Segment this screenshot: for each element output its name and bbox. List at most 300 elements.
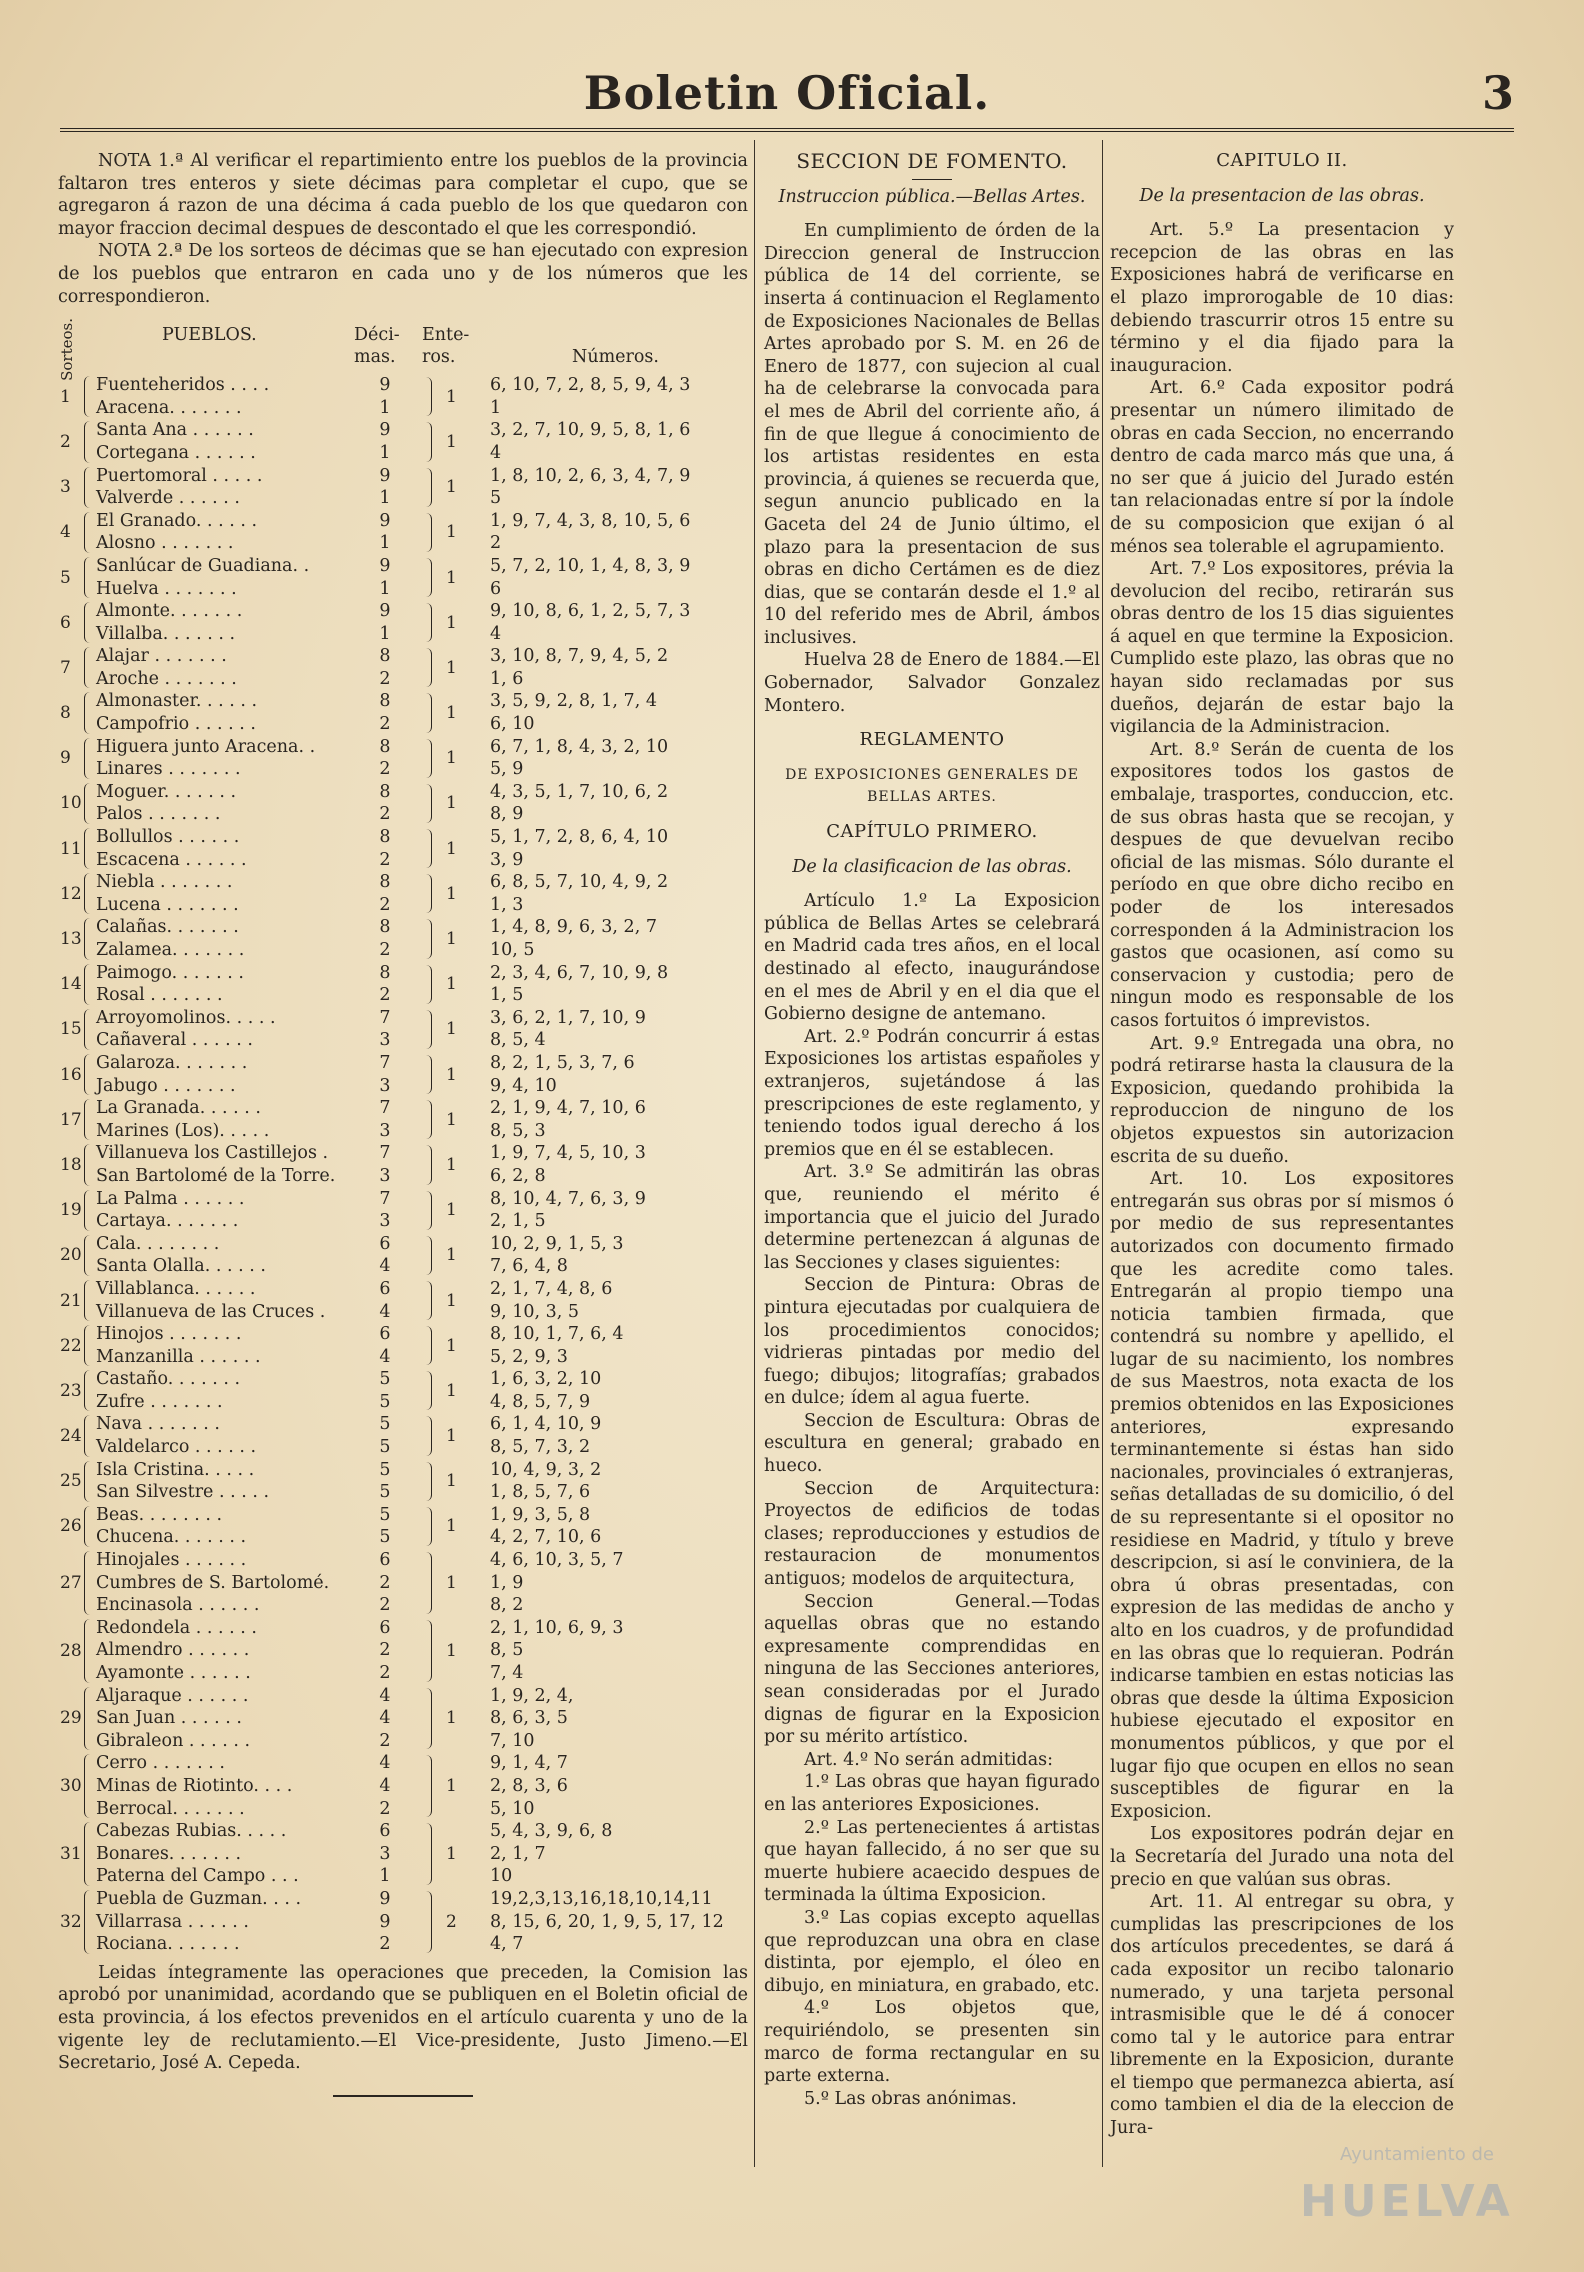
sorteo-number: 2 — [60, 431, 71, 452]
article-10-note: Los expositores podrán dejar en la Secretaría del Jurado una nota del precio en que valúan sus obras. — [1110, 1824, 1454, 1890]
table-row — [58, 1368, 748, 1391]
decimas-value: 7 — [379, 1098, 391, 1119]
sorteo-number: 11 — [60, 838, 82, 859]
decimas-value: 5 — [379, 1369, 391, 1390]
chapter-2-subtitle: De la presentacion de las obras. — [1139, 185, 1425, 206]
pueblo-name: Cañaveral . . . . . . — [96, 1030, 253, 1051]
sorteo-group — [58, 1278, 748, 1323]
sorteo-group — [58, 1188, 748, 1233]
pueblo-name: Palos . . . . . . . — [96, 804, 221, 825]
decimas-value: 5 — [379, 1527, 391, 1548]
sorteo-number: 23 — [60, 1380, 82, 1401]
reglamento-subtitle: DE EXPOSICIONES GENERALES DE BELLAS ARTES. — [785, 766, 1079, 806]
numeros-value: 6 — [490, 578, 502, 599]
enteros-value: 1 — [446, 1064, 457, 1085]
decimas-value: 9 — [379, 465, 391, 486]
numeros-value: 1, 9, 3, 5, 8 — [490, 1504, 591, 1525]
column-divider-1 — [754, 140, 755, 2167]
decimas-value: 3 — [379, 1211, 391, 1232]
table-row — [58, 1888, 748, 1911]
numeros-value: 10, 5 — [490, 940, 535, 960]
decimas-value: 1 — [379, 442, 391, 463]
decimas-value: 2 — [379, 1640, 391, 1661]
pueblo-name: Calañas. . . . . . . — [96, 917, 239, 938]
numeros-value: 7, 4 — [490, 1663, 524, 1683]
sorteo-number: 12 — [60, 883, 82, 904]
decimas-value: 5 — [379, 1504, 391, 1525]
decimas-value: 8 — [379, 691, 391, 712]
pueblo-name: Zufre . . . . . . . — [96, 1391, 223, 1412]
article-4-item-3: 3.º Las copias excepto aquellas que reproduzcan una obra en clase distinta, por ejemplo, el óleo en dibujo, en miniatura, en grabado, etc. — [764, 1907, 1100, 1996]
pueblo-name: Beas. . . . . . . . — [96, 1504, 223, 1525]
article-4-item-4: 4.º Los objetos que, requiriéndolo, se presenten sin marco de forma rectangular en su parte externa. — [764, 1998, 1100, 2087]
numeros-value: 6, 8, 5, 7, 10, 4, 9, 2 — [490, 872, 669, 893]
pueblo-name: Zalamea. . . . . . . — [96, 940, 245, 960]
enteros-value: 1 — [446, 1708, 457, 1729]
table-row — [58, 1301, 748, 1324]
sorteo-number: 18 — [60, 1154, 82, 1175]
numeros-value: 7, 6, 4, 8 — [490, 1256, 568, 1277]
pueblo-name: Huelva . . . . . . . — [96, 578, 237, 599]
article-4-item-1: 1.º Las obras que hayan figurado en las anteriores Exposiciones. — [764, 1772, 1100, 1815]
decimas-value: 9 — [379, 420, 391, 441]
decimas-value: 8 — [379, 827, 391, 848]
sorteo-group — [58, 600, 748, 645]
table-row — [58, 1436, 748, 1459]
table-row — [58, 1210, 748, 1233]
enteros-value: 1 — [446, 883, 457, 904]
enteros-value: 1 — [446, 1245, 457, 1266]
article-2: Art. 2.º Podrán concurrir á estas Exposiciones los artistas españoles y extranjeros, sujetándose á las prescripciones de este reglamento, y teniendo todos igual derecho á los premios que en él se establecen. — [764, 1026, 1100, 1160]
sorteo-number: 27 — [60, 1572, 82, 1593]
pueblo-name: Castaño. . . . . . . — [96, 1369, 241, 1390]
decimas-value: 9 — [379, 1911, 391, 1932]
decimas-value: 2 — [379, 1595, 391, 1616]
table-row — [58, 1233, 748, 1256]
decimas-value: 8 — [379, 962, 391, 983]
enteros-value: 1 — [446, 974, 457, 995]
numeros-value: 8, 2 — [490, 1595, 524, 1616]
table-row — [58, 939, 748, 962]
pueblo-name: Marines (Los). . . . . — [96, 1120, 270, 1141]
numeros-value: 5, 1, 7, 2, 8, 6, 4, 10 — [490, 827, 669, 848]
table-row — [58, 826, 748, 849]
numeros-value: 6, 7, 1, 8, 4, 3, 2, 10 — [490, 736, 669, 757]
pueblo-name: La Palma . . . . . . — [96, 1188, 245, 1209]
sorteo-group — [58, 1413, 748, 1458]
article-4-item-5: 5.º Las obras anónimas. — [804, 2088, 1017, 2109]
pueblo-name: Encinasola . . . . . . — [96, 1595, 260, 1616]
pueblo-name: Alajar . . . . . . . — [96, 646, 227, 667]
section-rule — [912, 179, 952, 180]
table-row — [58, 397, 748, 420]
numeros-value: 2, 1, 5 — [490, 1211, 546, 1232]
sorteo-number: 13 — [60, 929, 82, 949]
table-row — [58, 578, 748, 601]
decimas-value: 2 — [379, 804, 391, 825]
numeros-value: 1, 5 — [490, 985, 524, 1006]
enteros-value: 1 — [446, 1154, 457, 1175]
table-row — [58, 1572, 748, 1595]
decimas-value: 9 — [379, 510, 391, 531]
table-row — [58, 623, 748, 646]
enteros-value: 1 — [446, 431, 457, 452]
sorteo-number: 31 — [60, 1844, 82, 1865]
decimas-value: 4 — [379, 1256, 391, 1277]
sorteo-number: 3 — [60, 477, 71, 498]
numeros-value: 2 — [490, 533, 502, 554]
decimas-value: 7 — [379, 1188, 391, 1209]
pueblo-name: Aroche . . . . . . . — [96, 668, 237, 689]
decimas-value: 1 — [379, 488, 391, 509]
table-row — [58, 1549, 748, 1572]
sorteo-group — [58, 962, 748, 1007]
table-row — [58, 555, 748, 578]
section-title: SECCION DE FOMENTO. — [796, 149, 1068, 173]
pueblo-name: Hinojales . . . . . . — [96, 1550, 247, 1571]
enteros-value: 1 — [446, 1200, 457, 1221]
sorteo-number: 20 — [60, 1245, 82, 1266]
newspaper-title: Boletin Oficial. — [583, 66, 991, 120]
th-pueblos: PUEBLOS. — [162, 325, 257, 346]
sorteo-group — [58, 690, 748, 735]
article-3: Art. 3.º Se admitirán las obras que, reuniendo el mérito é importancia que el juicio del Jurado determine pertenezcan á algunas de las Secciones y clases siguientes: — [764, 1162, 1100, 1273]
pueblo-name: Ayamonte . . . . . . — [96, 1663, 251, 1683]
pueblo-name: Villanueva los Castillejos . — [96, 1143, 329, 1164]
decimas-value: 2 — [379, 668, 391, 689]
article-11: Art. 11. Al entregar su obra, y cumplidas las prescripciones de los dos artículos precedentes, se dará á cada expositor un recibo talonario numerado, y una tarjeta personal intrasmisible que le dé á conocer como tal y le autorice para entrar libremente en la Exposicion, durante el tiempo que permanezca abierta, así como tambien el dia de la eleccion de Jura- — [1110, 1892, 1454, 2139]
sorteo-number: 9 — [60, 748, 71, 769]
decimas-value: 4 — [379, 1685, 391, 1706]
sorteo-group — [58, 871, 748, 916]
numeros-value: 9, 10, 8, 6, 1, 2, 5, 7, 3 — [490, 601, 691, 622]
numeros-value: 4, 6, 10, 3, 5, 7 — [490, 1550, 624, 1571]
watermark-big: HUELVA — [1300, 2176, 1514, 2227]
table-row — [58, 1391, 748, 1414]
table-row — [58, 1097, 748, 1120]
decimas-value: 7 — [379, 1052, 391, 1073]
numeros-value: 1, 8, 10, 2, 6, 3, 4, 7, 9 — [490, 465, 691, 486]
numeros-value: 8, 10, 4, 7, 6, 3, 9 — [490, 1188, 646, 1209]
decimas-value: 6 — [379, 1324, 391, 1345]
pueblo-name: Aracena. . . . . . . — [96, 397, 242, 418]
decimas-value: 1 — [379, 533, 391, 554]
sorteo-group — [58, 1052, 748, 1097]
pueblo-name: Higuera junto Aracena. . — [96, 736, 316, 757]
enteros-value: 1 — [446, 1380, 457, 1401]
numeros-value: 1, 3 — [490, 894, 524, 915]
pueblo-name: Bonares. . . . . . . — [96, 1843, 242, 1864]
article-4-item-2: 2.º Las pertenecientes á artistas que hayan fallecido, á no ser que su muerte hubiere acaecido despues de terminada la última Exposicion. — [764, 1817, 1100, 1906]
table-row — [58, 1188, 748, 1211]
article-5: Art. 5.º La presentacion y recepcion de las obras en las Exposiciones habrá de verificarse en el plazo improrogable de 10 dias: debiendo trascurrir otros 15 entre su término y el dia fijado para la inauguracion. — [1110, 220, 1454, 376]
table-row — [58, 1865, 748, 1888]
sorteo-group — [58, 1888, 748, 1956]
decimas-value: 2 — [379, 849, 391, 870]
enteros-value: 1 — [446, 1290, 457, 1311]
pueblo-name: San Silvestre . . . . . — [96, 1482, 270, 1503]
table-row — [58, 1707, 748, 1730]
pueblo-name: Cabezas Rubias. . . . . — [96, 1821, 287, 1842]
table-body — [58, 374, 748, 1956]
pueblo-name: Villalba. . . . . . . — [96, 623, 236, 644]
table-row — [58, 1775, 748, 1798]
pueblo-name: Campofrio . . . . . . — [96, 714, 256, 735]
table-row — [58, 1029, 748, 1052]
sorteo-number: 17 — [60, 1109, 82, 1130]
enteros-value: 1 — [446, 748, 457, 769]
decimas-value: 7 — [379, 1143, 391, 1164]
numeros-value: 9, 1, 4, 7 — [490, 1753, 568, 1774]
pueblo-name: Cumbres de S. Bartolomé. — [96, 1572, 330, 1593]
pueblo-name: Jabugo . . . . . . . — [96, 1075, 236, 1096]
pueblo-name: Sanlúcar de Guadiana. . — [96, 555, 310, 576]
decimas-value: 3 — [379, 1120, 391, 1141]
numeros-value: 5, 9 — [490, 759, 524, 780]
enteros-value: 1 — [446, 1640, 457, 1661]
pueblo-name: Moguer. . . . . . . — [96, 781, 237, 802]
decimas-value: 5 — [379, 1459, 391, 1480]
end-rule — [333, 2095, 473, 2097]
numeros-value: 8, 6, 3, 5 — [490, 1708, 568, 1729]
chapter-1-title: CAPÍTULO PRIMERO. — [826, 821, 1038, 843]
article-8: Art. 8.º Serán de cuenta de los expositores todos los gastos de embalaje, trasportes, conduccion, etc. de sus obras hasta que se recojan, y despues de que devuelvan recibo oficial de las mismas. Sólo durante el período en que obre dicho recibo en poder de los interesados corresponden á la Administracion los gastos que ocasionen, así como su conservacion y custodia; pero de ningun modo es responsable de los casos fortuitos ó imprevistos. — [1110, 739, 1454, 1031]
enteros-value: 1 — [446, 1572, 457, 1593]
sorteo-number: 22 — [60, 1335, 82, 1356]
pueblo-name: Valverde . . . . . . — [96, 488, 240, 509]
sorteo-number: 26 — [60, 1516, 82, 1537]
table-row — [58, 600, 748, 623]
decimas-value: 8 — [379, 646, 391, 667]
pueblo-name: Paterna del Campo . . . — [96, 1866, 299, 1887]
decimas-value: 3 — [379, 1030, 391, 1051]
pueblo-name: Almonaster. . . . . . — [96, 691, 258, 712]
table-row — [58, 803, 748, 826]
section-escultura: Seccion de Escultura: Obras de escultura en general; grabado en hueco. — [764, 1410, 1100, 1477]
sorteo-number: 29 — [60, 1708, 82, 1729]
sorteo-group — [58, 1617, 748, 1685]
decimas-value: 1 — [379, 397, 391, 418]
article-9: Art. 9.º Entregada una obra, no podrá retirarse hasta la clausura de la Exposicion, quedando prohibida la reproduccion de ninguno de los objetos expuestos sin autorizacion escrita de su dueño. — [1110, 1033, 1454, 1167]
decimas-value: 9 — [379, 555, 391, 576]
enteros-value: 1 — [446, 1426, 457, 1447]
table-row — [58, 894, 748, 917]
section-arquitectura: Seccion de Arquitectura: Proyectos de edificios de todas clases; reproducciones y estudios de restauracion de monumentos antiguos; modelos de arquitectura, — [764, 1478, 1100, 1590]
decimas-value: 8 — [379, 781, 391, 802]
sorteo-group — [58, 781, 748, 826]
decimas-value: 8 — [379, 917, 391, 938]
numeros-value: 3, 10, 8, 7, 9, 4, 5, 2 — [490, 646, 669, 667]
table-row — [58, 1504, 748, 1527]
numeros-value: 10, 2, 9, 1, 5, 3 — [490, 1233, 624, 1254]
pueblo-name: Rosal . . . . . . . — [96, 985, 223, 1006]
table-row — [58, 1007, 748, 1030]
sorteo-number: 30 — [60, 1776, 82, 1797]
enteros-value: 2 — [446, 1911, 457, 1932]
table-row — [58, 1278, 748, 1301]
numeros-value: 2, 3, 4, 6, 7, 10, 9, 8 — [490, 962, 669, 983]
pueblo-name: Berrocal. . . . . . . — [96, 1798, 245, 1819]
decimas-value: 3 — [379, 1165, 391, 1186]
numeros-value: 8, 2, 1, 5, 3, 7, 6 — [490, 1052, 635, 1073]
numeros-value: 9, 10, 3, 5 — [490, 1301, 580, 1322]
table-row — [58, 668, 748, 691]
numeros-value: 5 — [490, 488, 502, 509]
pueblo-name: Cortegana . . . . . . — [96, 442, 256, 463]
decimas-value: 2 — [379, 1572, 391, 1593]
table-row — [58, 374, 748, 397]
th-numeros: Números. — [572, 347, 659, 368]
decimas-value: 5 — [379, 1437, 391, 1458]
table-row — [58, 1820, 748, 1843]
pueblo-name: Redondela . . . . . . — [96, 1617, 257, 1638]
article-7: Art. 7.º Los expositores, prévia la devolucion del recibo, retirarán sus obras dentro de los 15 dias siguientes á aquel en que termine la Exposicion. Cumplido este plazo, las obras que no hayan sido reclamadas por sus dueños, dejarán de estar bajo la vigilancia de la Administracion. — [1110, 559, 1454, 738]
enteros-value: 1 — [446, 612, 457, 633]
decimas-value: 5 — [379, 1391, 391, 1412]
decimas-value: 6 — [379, 1278, 391, 1299]
numeros-value: 1, 9, 2, 4, — [490, 1685, 574, 1706]
decimas-value: 1 — [379, 623, 391, 644]
sorteo-group — [58, 555, 748, 600]
nota-2: NOTA 2.ª De los sorteos de décimas que se han ejecutado con expresion de los pueblos que entraron en cada uno y de los números que les correspondieron. — [58, 241, 748, 307]
enteros-value: 1 — [446, 657, 457, 678]
pueblo-name: Bollullos . . . . . . — [96, 827, 240, 848]
column-3 — [1110, 150, 1454, 2140]
decimas-value: 2 — [379, 940, 391, 960]
numeros-value: 19,2,3,13,16,18,10,14,11 — [490, 1888, 713, 1909]
sorteo-group — [58, 510, 748, 555]
table-row — [58, 1526, 748, 1549]
sorteo-number: 32 — [60, 1911, 82, 1932]
numeros-value: 6, 10, 7, 2, 8, 5, 9, 4, 3 — [490, 375, 691, 396]
numeros-value: 1, 6 — [490, 668, 524, 689]
numeros-value: 4, 8, 5, 7, 9 — [490, 1391, 591, 1412]
sorteo-number: 8 — [60, 703, 71, 724]
numeros-value: 4, 7 — [490, 1934, 524, 1955]
sorteo-number: 25 — [60, 1471, 82, 1492]
chapter-2-title: CAPITULO II. — [1216, 150, 1348, 171]
table-row — [58, 1052, 748, 1075]
sorteo-group — [58, 374, 748, 419]
table-row — [58, 1639, 748, 1662]
numeros-value: 8, 15, 6, 20, 1, 9, 5, 17, 12 — [490, 1911, 724, 1932]
pueblo-name: Fuenteheridos . . . . — [96, 375, 270, 396]
pueblo-name: Paimogo. . . . . . . — [96, 962, 244, 983]
intro-paragraph: En cumplimiento de órden de la Direccion general de Instruccion pública de 14 del corriente, se inserta á continuacion el Reglamento de Exposiciones Nacionales de Bellas Artes aprobado por S. M. en 26 de Enero de 1877, con sujecion al cual ha de celebrarse la convocada para el mes de Abril del corriente año, á fin de que llegue á conocimiento de los artistas residentes en esta provincia, á quienes se recuerda que, segun anuncio publicado en la Gaceta del 24 de Junio último, el plazo para la presentacion de sus obras en dicho Certámen es de diez dias, que se contarán desde el 1.º al 10 del referido mes de Abril, ámbos inclusives. — [764, 221, 1100, 648]
pueblo-name: Manzanilla . . . . . . — [96, 1346, 261, 1367]
th-decimas: Déci- mas. — [354, 325, 400, 368]
numeros-value: 1, 8, 5, 7, 6 — [490, 1482, 591, 1503]
pueblo-name: Puertomoral . . . . . — [96, 465, 263, 486]
pueblo-name: Valdelarco . . . . . . — [96, 1437, 257, 1458]
decimas-value: 2 — [379, 1663, 391, 1683]
decimas-value: 4 — [379, 1775, 391, 1796]
numeros-value: 2, 1, 9, 4, 7, 10, 6 — [490, 1098, 646, 1119]
sorteo-group — [58, 1233, 748, 1278]
table-row — [58, 962, 748, 985]
sorteo-group — [58, 916, 748, 961]
th-sorteos: Sorteos. — [58, 318, 76, 382]
table-row — [58, 1662, 748, 1685]
enteros-value: 1 — [446, 838, 457, 859]
sorteo-number: 10 — [60, 793, 82, 814]
numeros-value: 3, 2, 7, 10, 9, 5, 8, 1, 6 — [490, 420, 691, 441]
enteros-value: 1 — [446, 1516, 457, 1537]
numeros-value: 8, 5, 3 — [490, 1120, 546, 1141]
pueblo-name: Puebla de Guzman. . . . — [96, 1888, 302, 1909]
sorteo-group — [58, 1685, 748, 1753]
decimas-value: 6 — [379, 1617, 391, 1638]
sorteo-group — [58, 1097, 748, 1142]
table-row — [58, 1481, 748, 1504]
table-row — [58, 465, 748, 488]
enteros-value: 1 — [446, 1471, 457, 1492]
enteros-value: 1 — [446, 1776, 457, 1797]
table-header — [58, 316, 748, 382]
pueblo-name: Santa Olalla. . . . . . — [96, 1256, 266, 1277]
decimas-value: 7 — [379, 1007, 391, 1028]
sorteo-group — [58, 826, 748, 871]
header-rule — [60, 128, 1514, 132]
table-row — [58, 1798, 748, 1821]
decimas-value: 4 — [379, 1346, 391, 1367]
sorteo-group — [58, 1142, 748, 1187]
enteros-value: 1 — [446, 522, 457, 543]
reglamento-title: REGLAMENTO — [859, 729, 1005, 751]
pueblo-name: Nava . . . . . . . — [96, 1414, 220, 1435]
numeros-value: 3, 9 — [490, 849, 524, 870]
th-enteros: Ente- ros. — [422, 325, 470, 368]
pueblo-name: Cerro . . . . . . . — [96, 1753, 225, 1774]
table-row — [58, 1933, 748, 1956]
pueblo-name: Escacena . . . . . . — [96, 849, 247, 870]
pueblo-name: Aljaraque . . . . . . — [96, 1685, 249, 1706]
pueblo-name: La Granada. . . . . . — [96, 1098, 261, 1119]
decimas-value: 6 — [379, 1233, 391, 1254]
section-subtitle: Instruccion pública.—Bellas Artes. — [778, 186, 1086, 207]
closing-paragraph: Leidas íntegramente las operaciones que preceden, la Comision las aprobó por unanimidad, acordando que se publiquen en el Boletin oficial de esta provincia, á los efectos prevenidos en el artículo cuarenta y uno de la vigente ley de reclutamiento.—El Vice-presidente, Justo Jimeno.—El Secretario, José A. Cepeda. — [58, 1962, 748, 2074]
table-row — [58, 1459, 748, 1482]
column-1 — [58, 150, 748, 2097]
pueblo-name: Cartaya. . . . . . . — [96, 1211, 239, 1232]
numeros-value: 6, 1, 4, 10, 9 — [490, 1414, 602, 1435]
chapter-1-subtitle: De la clasificacion de las obras. — [792, 856, 1072, 877]
sorteo-number: 1 — [60, 386, 71, 407]
enteros-value: 1 — [446, 1019, 457, 1040]
pueblo-name: Hinojos . . . . . . . — [96, 1324, 242, 1345]
decimas-value: 2 — [379, 894, 391, 915]
table-row — [58, 1165, 748, 1188]
numeros-value: 3, 6, 2, 1, 7, 10, 9 — [490, 1007, 646, 1028]
numeros-value: 5, 2, 9, 3 — [490, 1346, 568, 1367]
article-4: Art. 4.º No serán admitidas: — [804, 1749, 1053, 1770]
table-row — [58, 1594, 748, 1617]
column-divider-2 — [1102, 140, 1103, 2167]
watermark-small: Ayuntamiento de — [1340, 2144, 1494, 2165]
signature-paragraph: Huelva 28 de Enero de 1884.—El Gobernador, Salvador Gonzalez Montero. — [764, 650, 1100, 716]
numeros-value: 8, 10, 1, 7, 6, 4 — [490, 1324, 624, 1345]
numeros-value: 1 — [490, 397, 502, 418]
table-row — [58, 1617, 748, 1640]
sorteo-number: 24 — [60, 1426, 82, 1447]
table-row — [58, 713, 748, 736]
enteros-value: 1 — [446, 1844, 457, 1865]
decimas-value: 2 — [379, 759, 391, 780]
sorteo-group — [58, 1323, 748, 1368]
pueblo-name: El Granado. . . . . . — [96, 510, 258, 531]
sorteo-number: 28 — [60, 1640, 82, 1661]
numeros-value: 2, 1, 7 — [490, 1843, 546, 1864]
